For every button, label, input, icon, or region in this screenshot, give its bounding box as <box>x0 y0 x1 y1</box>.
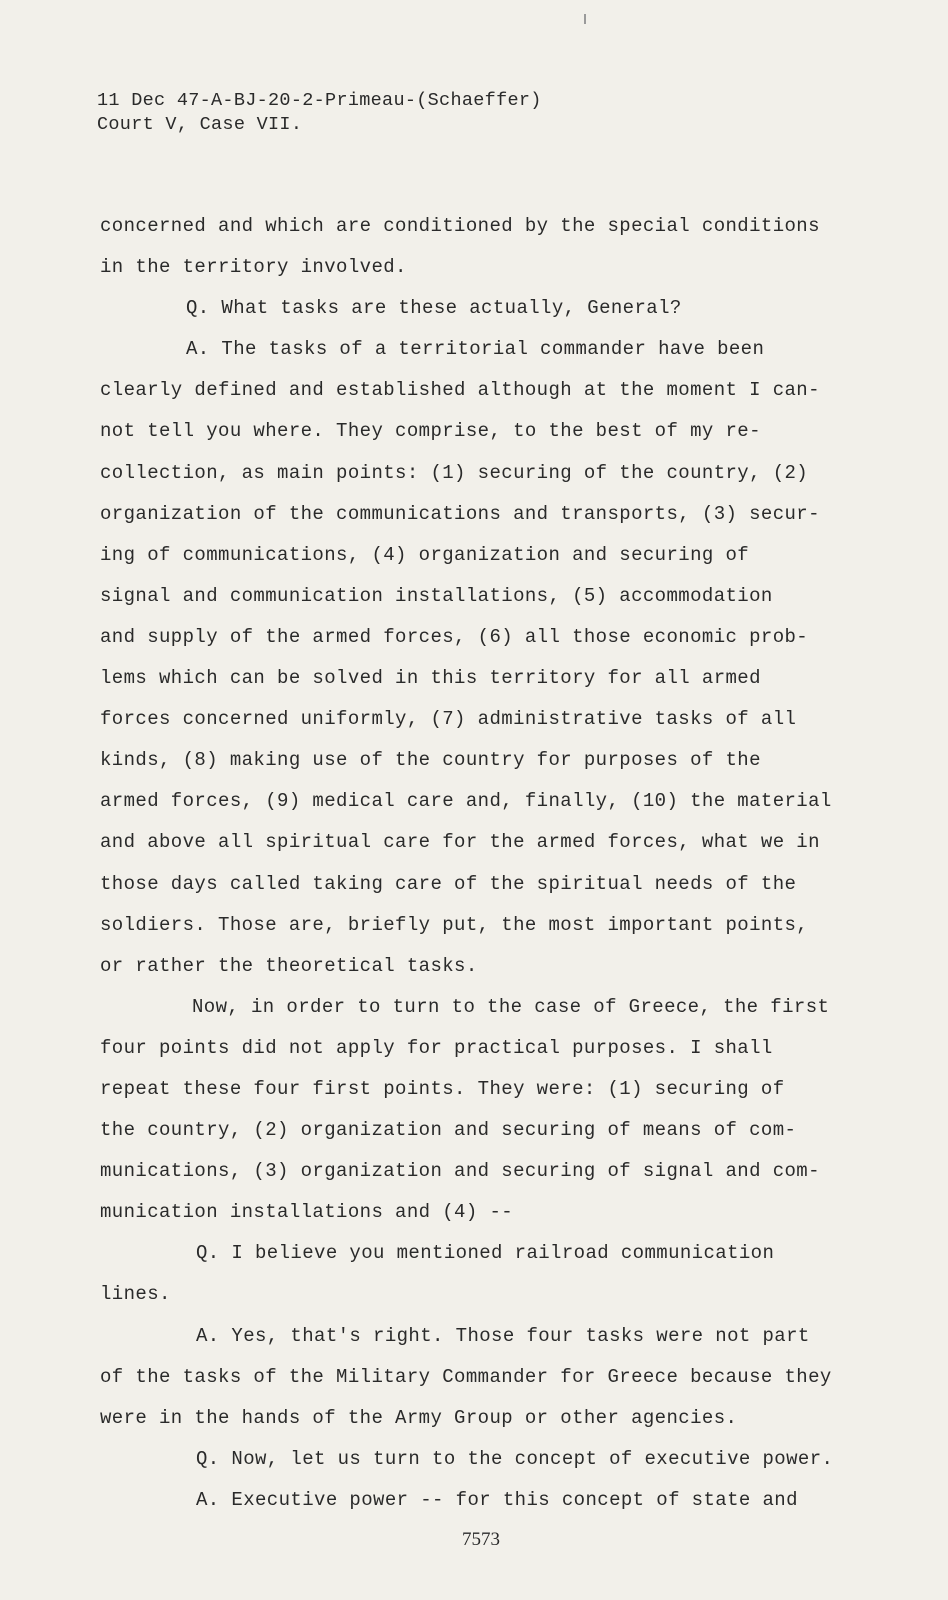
text-line: four points did not apply for practical purposes. I shall <box>100 1036 773 1059</box>
text-line: Q. What tasks are these actually, General? <box>186 297 682 320</box>
text-line: clearly defined and established although at the moment I can- <box>100 379 820 402</box>
page-number: 7573 <box>462 1529 500 1550</box>
text-line: not tell you where. They comprise, to the best of my re- <box>100 420 761 443</box>
header-court-case: Court V, Case VII. <box>97 114 303 135</box>
text-line: Q. Now, let us turn to the concept of executive power. <box>196 1447 834 1470</box>
text-line: the country, (2) organization and securing of means of com- <box>100 1119 797 1142</box>
text-line: kinds, (8) making use of the country for purposes of the <box>100 749 761 772</box>
text-line: were in the hands of the Army Group or other agencies. <box>100 1406 738 1429</box>
text-line: soldiers. Those are, briefly put, the most important points, <box>100 913 809 936</box>
text-line: ing of communications, (4) organization and securing of <box>100 543 750 566</box>
text-line: A. Executive power -- for this concept of state and <box>196 1488 798 1511</box>
text-line: those days called taking care of the spiritual needs of the <box>100 872 797 895</box>
text-line: Q. I believe you mentioned railroad communication <box>196 1242 775 1265</box>
document-header <box>97 89 542 137</box>
text-line: munication installations and (4) -- <box>100 1201 514 1224</box>
header-reference: 11 Dec 47-A-BJ-20-2-Primeau-(Schaeffer) <box>97 90 542 111</box>
text-line: lems which can be solved in this territory for all armed <box>100 667 761 690</box>
text-line: or rather the theoretical tasks. <box>100 954 478 977</box>
text-line: armed forces, (9) medical care and, finally, (10) the material <box>100 790 832 813</box>
text-line: munications, (3) organization and securing of signal and com- <box>100 1160 820 1183</box>
text-line: organization of the communications and transports, (3) secur- <box>100 502 820 525</box>
text-line: and supply of the armed forces, (6) all those economic prob- <box>100 625 809 648</box>
text-line: lines. <box>100 1283 171 1306</box>
transcript-body <box>100 206 890 1521</box>
text-line: A. Yes, that's right. Those four tasks were not part <box>196 1324 810 1347</box>
text-line: concerned and which are conditioned by the special conditions <box>100 215 820 237</box>
text-line: and above all spiritual care for the armed forces, what we in <box>100 831 820 854</box>
text-line: repeat these four first points. They were: (1) securing of <box>100 1077 785 1100</box>
text-line: signal and communication installations, (5) accommodation <box>100 584 773 607</box>
registration-mark <box>584 14 586 24</box>
text-line: of the tasks of the Military Commander for Greece because they <box>100 1365 832 1388</box>
text-line: in the territory involved. <box>100 256 407 279</box>
text-line: A. The tasks of a territorial commander have been <box>186 338 765 361</box>
text-line: forces concerned uniformly, (7) administrative tasks of all <box>100 708 797 731</box>
text-line: collection, as main points: (1) securing of the country, (2) <box>100 461 809 484</box>
text-line: Now, in order to turn to the case of Greece, the first <box>192 995 830 1018</box>
